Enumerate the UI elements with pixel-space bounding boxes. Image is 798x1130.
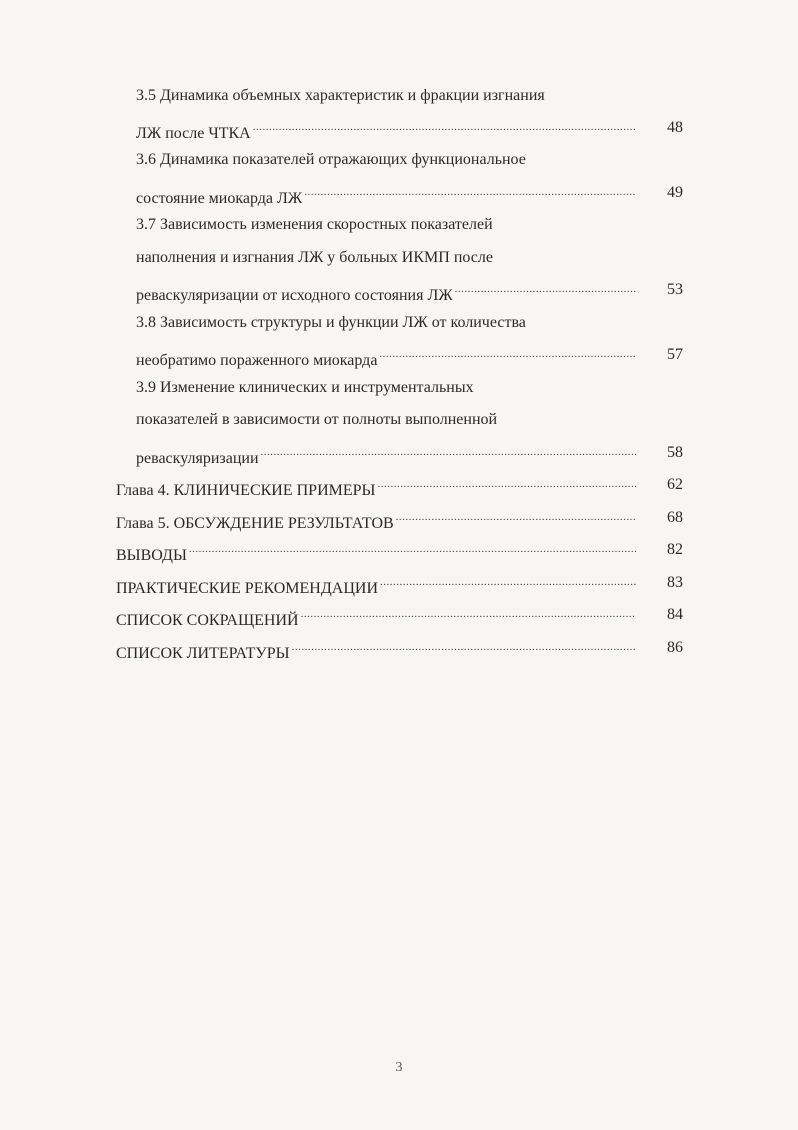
toc-chapter-4-title: Глава 4. КЛИНИЧЕСКИЕ ПРИМЕРЫ [116, 482, 376, 499]
toc-3-6-line1: 3.6 Динамика показателей отражающих функциональное [136, 151, 526, 168]
toc-3-6-title: состояние миокарда ЛЖ [136, 190, 303, 207]
toc-conclusions-page: 82 [667, 541, 683, 558]
toc-3-8-title: необратимо пораженного миокарда [136, 352, 378, 369]
toc-3-6-line2 [136, 183, 638, 209]
toc-3-9-page: 58 [667, 444, 683, 461]
toc-leader-dots [396, 508, 636, 528]
toc-recommendations [116, 573, 638, 599]
toc-3-5-page: 48 [667, 119, 683, 136]
toc-3-7-line3 [136, 280, 638, 306]
toc-3-8-line2 [136, 345, 638, 371]
toc-3-9-line2: показателей в зависимости от полноты выполненной [136, 411, 498, 428]
toc-literature [116, 638, 638, 664]
toc-3-5-line2 [136, 118, 638, 144]
toc-leader-dots [379, 345, 636, 365]
toc-leader-dots [253, 118, 636, 138]
toc-abbreviations [116, 605, 638, 631]
toc-chapter-5-title: Глава 5. ОБСУЖДЕНИЕ РЕЗУЛЬТАТОВ [116, 515, 394, 532]
toc-chapter-4-page: 62 [667, 476, 683, 493]
toc-recommendations-page: 83 [667, 574, 683, 591]
toc-abbreviations-title: СПИСОК СОКРАЩЕНИЙ [116, 612, 299, 629]
toc-3-6-page: 49 [667, 184, 683, 201]
toc-chapter-4 [116, 475, 638, 501]
toc-3-7-line2: наполнения и изгнания ЛЖ у больных ИКМП после [136, 249, 493, 266]
toc-leader-dots [377, 475, 636, 495]
toc-3-9-line1: 3.9 Изменение клинических и инструментальных [136, 379, 474, 396]
toc-chapter-5 [116, 508, 638, 534]
toc-leader-dots [301, 605, 636, 625]
toc-3-7-line1: 3.7 Зависимость изменения скоростных показателей [136, 216, 493, 233]
toc-3-9-line3 [136, 443, 638, 469]
toc-chapter-5-page: 68 [667, 509, 683, 526]
toc-literature-title: СПИСОК ЛИТЕРАТУРЫ [116, 645, 290, 662]
toc-3-7-title: реваскуляризации от исходного состояния ЛЖ [136, 287, 453, 304]
toc-literature-page: 86 [667, 639, 683, 656]
toc-leader-dots [380, 573, 636, 593]
toc-abbreviations-page: 84 [667, 606, 683, 623]
toc-3-8-line1: 3.8 Зависимость структуры и функции ЛЖ от количества [136, 314, 526, 331]
toc-leader-dots [304, 183, 636, 203]
toc-3-7-page: 53 [667, 281, 683, 298]
toc-3-8-page: 57 [667, 346, 683, 363]
toc-3-5-line1: 3.5 Динамика объемных характеристик и фракции изгнания [136, 87, 545, 104]
toc-leader-dots [292, 638, 636, 658]
toc-conclusions-title: ВЫВОДЫ [116, 547, 187, 564]
toc-leader-dots [261, 443, 636, 463]
toc-3-5-title: ЛЖ после ЧТКА [136, 125, 251, 142]
toc-recommendations-title: ПРАКТИЧЕСКИЕ РЕКОМЕНДАЦИИ [116, 580, 378, 597]
toc-leader-dots [455, 280, 636, 300]
toc-3-9-title: реваскуляризации [136, 450, 259, 467]
page-number: 3 [395, 1060, 403, 1075]
toc-leader-dots [189, 540, 636, 560]
toc-conclusions [116, 540, 638, 566]
